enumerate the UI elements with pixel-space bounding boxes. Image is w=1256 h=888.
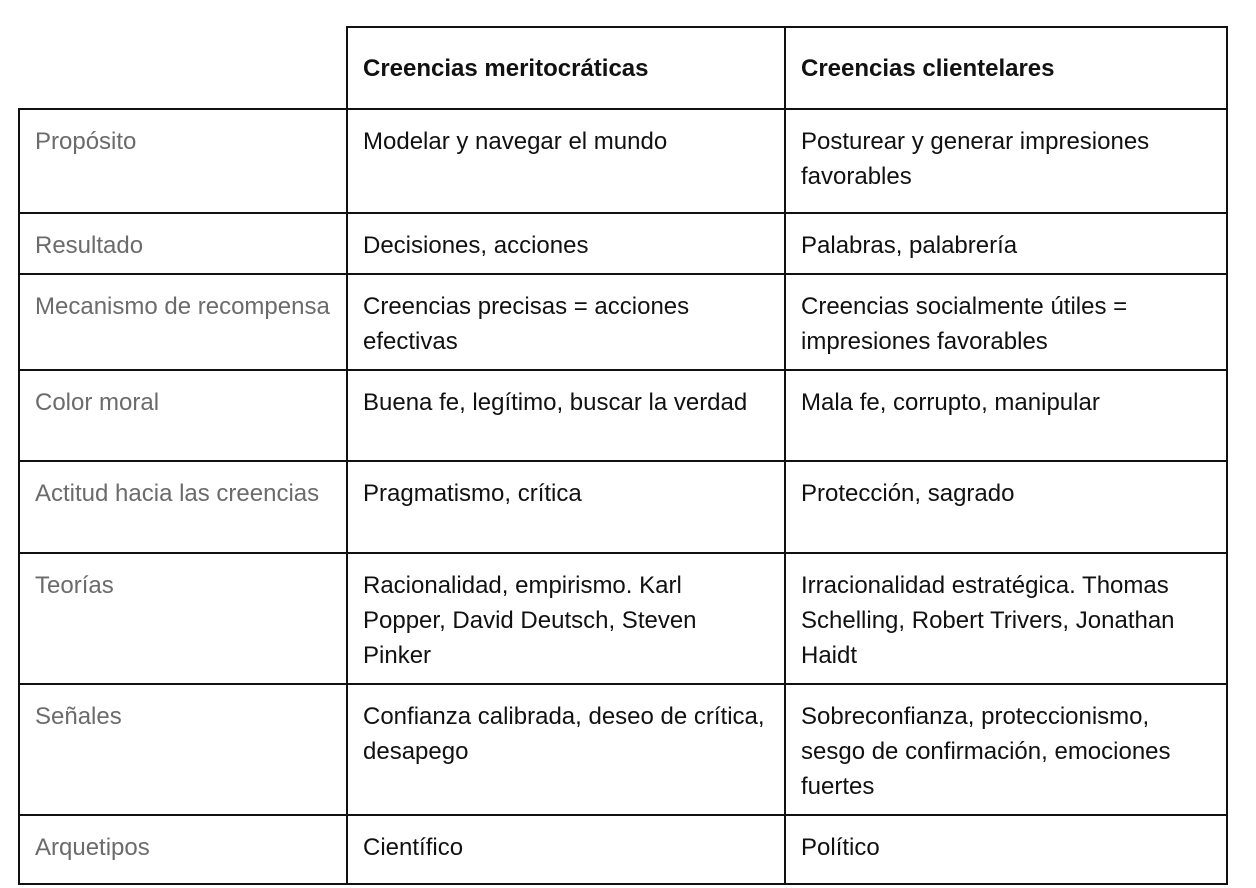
- row-label-actitud: Actitud hacia las creencias: [19, 461, 347, 553]
- cell-meritocratic: Científico: [347, 815, 785, 884]
- table-row: [19, 815, 1227, 884]
- row-label-arquetipos: Arquetipos: [19, 815, 347, 884]
- header-row: [19, 27, 1227, 109]
- row-label-senales: Señales: [19, 684, 347, 815]
- column-header-meritocratic: Creencias meritocráticas: [347, 27, 785, 109]
- cell-clientelar: Sobreconfianza, proteccionismo, sesgo de confirmación, emociones fuertes: [785, 684, 1227, 815]
- comparison-table: [18, 26, 1228, 885]
- cell-clientelar: Político: [785, 815, 1227, 884]
- table-row: [19, 553, 1227, 684]
- table-row: [19, 461, 1227, 553]
- cell-clientelar: Mala fe, corrupto, manipular: [785, 370, 1227, 461]
- table-row: [19, 109, 1227, 213]
- corner-cell: [19, 27, 347, 109]
- cell-meritocratic: Decisiones, acciones: [347, 213, 785, 274]
- row-label-color-moral: Color moral: [19, 370, 347, 461]
- column-header-clientelar: Creencias clientelares: [785, 27, 1227, 109]
- table-row: [19, 213, 1227, 274]
- cell-clientelar: Protección, sagrado: [785, 461, 1227, 553]
- row-label-resultado: Resultado: [19, 213, 347, 274]
- row-label-teorias: Teorías: [19, 553, 347, 684]
- table-row: [19, 274, 1227, 370]
- cell-clientelar: Palabras, palabrería: [785, 213, 1227, 274]
- table-row: [19, 370, 1227, 461]
- cell-meritocratic: Creencias precisas = acciones efectivas: [347, 274, 785, 370]
- cell-meritocratic: Racionalidad, empirismo. Karl Popper, David Deutsch, Steven Pinker: [347, 553, 785, 684]
- row-label-proposito: Propósito: [19, 109, 347, 213]
- cell-clientelar: Posturear y generar impresiones favorables: [785, 109, 1227, 213]
- cell-clientelar: Irracionalidad estratégica. Thomas Schelling, Robert Trivers, Jonathan Haidt: [785, 553, 1227, 684]
- cell-clientelar: Creencias socialmente útiles = impresiones favorables: [785, 274, 1227, 370]
- cell-meritocratic: Buena fe, legítimo, buscar la verdad: [347, 370, 785, 461]
- table-row: [19, 684, 1227, 815]
- cell-meritocratic: Pragmatismo, crítica: [347, 461, 785, 553]
- row-label-mecanismo: Mecanismo de recompensa: [19, 274, 347, 370]
- cell-meritocratic: Confianza calibrada, deseo de crítica, desapego: [347, 684, 785, 815]
- cell-meritocratic: Modelar y navegar el mundo: [347, 109, 785, 213]
